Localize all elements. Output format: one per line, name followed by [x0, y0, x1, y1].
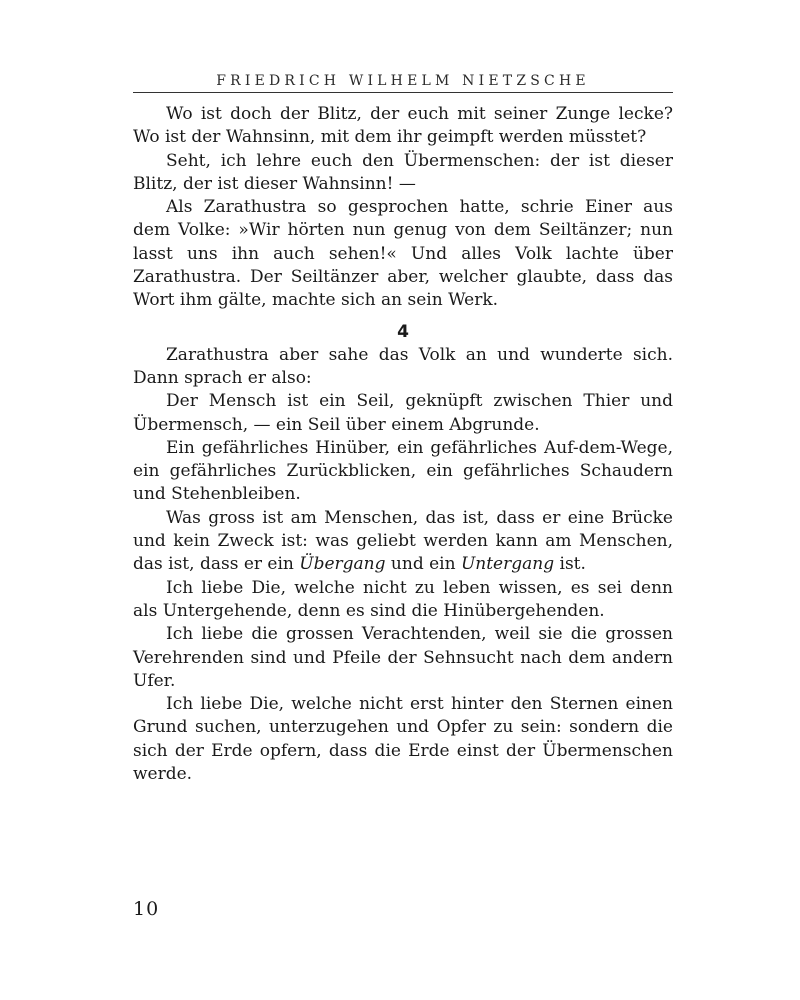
emphasis-untergang: Untergang [460, 554, 555, 575]
running-head: FRIEDRICH WILHELM NIETZSCHE [133, 73, 673, 93]
emphasis-ubergang: Übergang [299, 554, 386, 575]
page-number: 10 [133, 898, 160, 920]
paragraph-text: ist. [554, 554, 586, 575]
section-number: 4 [397, 321, 409, 342]
paragraph: Zarathustra aber sahe das Volk an und wunderte sich. Dann sprach er also: [133, 344, 673, 388]
paragraph: Der Mensch ist ein Seil, geknüpft zwischen Thier und Übermensch, — ein Seil über einem Abgrunde. [133, 391, 673, 435]
paragraph-text: Was gross ist am Menschen, das ist, dass er eine Brücke und kein Zweck ist: was geliebt werden kann am Menschen, das ist, dass er ein [133, 507, 673, 575]
paragraph: Seht, ich lehre euch den Übermenschen: der ist dieser Blitz, der ist dieser Wahnsinn! — [133, 150, 673, 194]
paragraph: Ich liebe Die, welche nicht erst hinter den Sternen einen Grund suchen, unterzugehen und Opfer zu sein: sondern die sich der Erde opfern, dass die Erde einst der Übermenschen werde. [133, 694, 673, 785]
paragraph-with-emphasis [133, 507, 673, 577]
paragraph: Ich liebe die grossen Verachtenden, weil sie die grossen Verehrenden sind und Pfeile der Sehnsucht nach dem andern Ufer. [133, 624, 673, 691]
paragraph: Ein gefährliches Hinüber, ein gefährliches Auf-dem-Wege, ein gefährliches Zurückblicken, ein gefährliches Schaudern und Stehenbleiben. [133, 437, 673, 505]
paragraph: Wo ist doch der Blitz, der euch mit seiner Zunge lecke? Wo ist der Wahnsinn, mit dem ihr geimpft werden müsstet? [133, 104, 673, 148]
paragraph: Ich liebe Die, welche nicht zu leben wissen, es sei denn als Untergehende, denn es sind die Hinübergehenden. [133, 577, 673, 621]
paragraph-text: und ein [385, 554, 461, 575]
paragraph: Als Zarathustra so gesprochen hatte, schrie Einer aus dem Volke: »Wir hörten nun genug von dem Seiltänzer; nun lasst uns ihn auch sehen!« Und alles Volk lachte über Zarathustra. Der Seiltänzer aber, welcher glaubte, dass das Wort ihm gälte, machte sich an sein Werk. [133, 197, 673, 311]
body-text [133, 103, 673, 786]
